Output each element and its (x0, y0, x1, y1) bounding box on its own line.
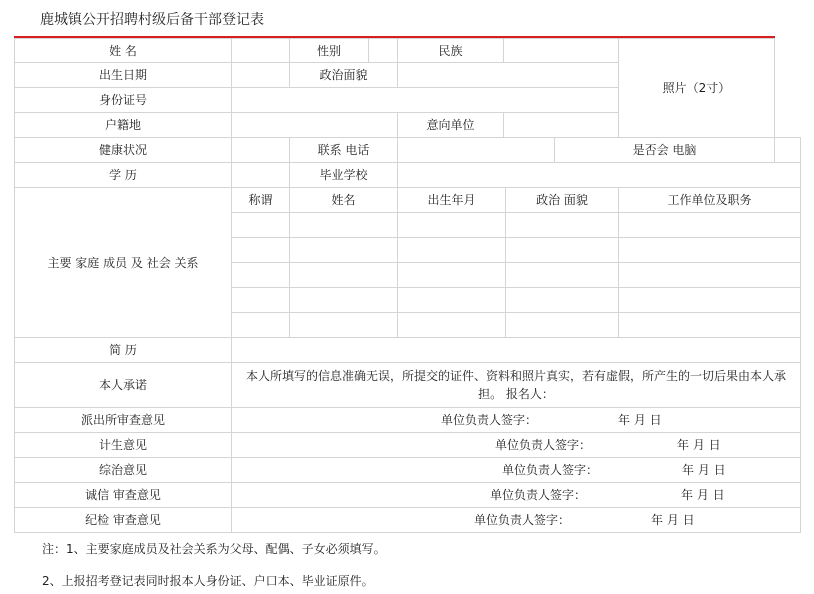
review-label-integrity: 诚信 审查意见 (14, 482, 232, 508)
health-value-cell[interactable] (231, 137, 290, 163)
gender-value-cell[interactable] (368, 38, 398, 63)
family-cell[interactable] (231, 312, 290, 338)
birth-date-value-cell[interactable] (231, 62, 290, 88)
pledge-text: 本人所填写的信息准确无误，所提交的证件、资料和照片真实，若有虚假，所产生的一切后果由本人承担。 报名人： (231, 362, 801, 408)
family-cell[interactable] (618, 312, 801, 338)
intended-unit-label: 意向单位 (397, 112, 504, 138)
review-cell-integrity[interactable] (231, 482, 801, 508)
sign-date: 年 月 日 (618, 413, 662, 427)
pledge-label: 本人承诺 (14, 362, 232, 408)
review-cell-family-planning[interactable] (231, 432, 801, 458)
family-cell[interactable] (505, 212, 619, 238)
family-cell[interactable] (505, 312, 619, 338)
signature-label: 单位负责人签字： (502, 463, 599, 477)
resume-value-cell[interactable] (231, 337, 801, 363)
name-value-cell[interactable] (231, 38, 290, 63)
review-cell-discipline[interactable] (231, 507, 801, 533)
family-cell[interactable] (231, 262, 290, 288)
review-label-family-planning: 计生意见 (14, 432, 232, 458)
family-header-birth: 出生年月 (397, 187, 506, 213)
signature-label: 单位负责人签字： (441, 413, 538, 427)
family-cell[interactable] (505, 287, 619, 313)
family-cell[interactable] (289, 237, 398, 263)
name-label: 姓 名 (14, 38, 232, 63)
review-cell-police[interactable] (231, 407, 801, 433)
education-label: 学 历 (14, 162, 232, 188)
family-cell[interactable] (618, 262, 801, 288)
sign-date: 年 月 日 (677, 438, 721, 452)
computer-skill-value-cell[interactable] (774, 137, 801, 163)
family-header-political: 政治 面貌 (505, 187, 619, 213)
family-section-label: 主要 家庭 成员 及 社会 关系 (14, 187, 232, 338)
ethnicity-label: 民族 (397, 38, 504, 63)
family-cell[interactable] (397, 262, 506, 288)
computer-skill-label: 是否会 电脑 (554, 137, 775, 163)
sign-date: 年 月 日 (681, 488, 725, 502)
graduate-school-label: 毕业学校 (289, 162, 398, 188)
sign-date: 年 月 日 (651, 513, 695, 527)
intended-unit-value-cell[interactable] (503, 112, 619, 138)
family-cell[interactable] (397, 287, 506, 313)
gender-label: 性别 (289, 38, 369, 63)
family-cell[interactable] (231, 287, 290, 313)
review-label-discipline: 纪检 审查意见 (14, 507, 232, 533)
health-label: 健康状况 (14, 137, 232, 163)
family-cell[interactable] (505, 262, 619, 288)
signature-label: 单位负责人签字： (495, 438, 592, 452)
graduate-school-value-cell[interactable] (397, 162, 801, 188)
ethnicity-value-cell[interactable] (503, 38, 619, 63)
family-cell[interactable] (231, 212, 290, 238)
review-label-comprehensive: 综治意见 (14, 457, 232, 483)
contact-phone-label: 联系 电话 (289, 137, 398, 163)
family-header-work: 工作单位及职务 (618, 187, 801, 213)
family-cell[interactable] (289, 312, 398, 338)
family-cell[interactable] (289, 262, 398, 288)
family-cell[interactable] (618, 287, 801, 313)
sign-date: 年 月 日 (682, 463, 726, 477)
family-cell[interactable] (397, 237, 506, 263)
review-cell-comprehensive[interactable] (231, 457, 801, 483)
family-cell[interactable] (397, 312, 506, 338)
form-title: 鹿城镇公开招聘村级后备干部登记表 (40, 12, 264, 28)
note-1: 注：1、主要家庭成员及社会关系为父母、配偶、子女必须填写。 (42, 542, 386, 556)
photo-cell[interactable]: 照片（2寸） (618, 38, 775, 138)
family-cell[interactable] (289, 287, 398, 313)
id-number-value-cell[interactable] (231, 87, 619, 113)
family-cell[interactable] (618, 237, 801, 263)
family-cell[interactable] (618, 212, 801, 238)
note-2: 2、上报招考登记表同时报本人身份证、户口本、毕业证原件。 (42, 574, 374, 588)
family-header-name: 姓名 (289, 187, 398, 213)
review-label-police: 派出所审查意见 (14, 407, 232, 433)
education-value-cell[interactable] (231, 162, 290, 188)
contact-phone-value-cell[interactable] (397, 137, 555, 163)
household-value-cell[interactable] (231, 112, 398, 138)
birth-date-label: 出生日期 (14, 62, 232, 88)
political-status-label: 政治面貌 (289, 62, 398, 88)
household-label: 户籍地 (14, 112, 232, 138)
id-number-label: 身份证号 (14, 87, 232, 113)
family-header-relation: 称谓 (231, 187, 290, 213)
political-status-value-cell[interactable] (397, 62, 619, 88)
resume-label: 简 历 (14, 337, 232, 363)
signature-label: 单位负责人签字： (474, 513, 571, 527)
family-cell[interactable] (231, 237, 290, 263)
family-cell[interactable] (397, 212, 506, 238)
signature-label: 单位负责人签字： (490, 488, 587, 502)
family-cell[interactable] (289, 212, 398, 238)
family-cell[interactable] (505, 237, 619, 263)
